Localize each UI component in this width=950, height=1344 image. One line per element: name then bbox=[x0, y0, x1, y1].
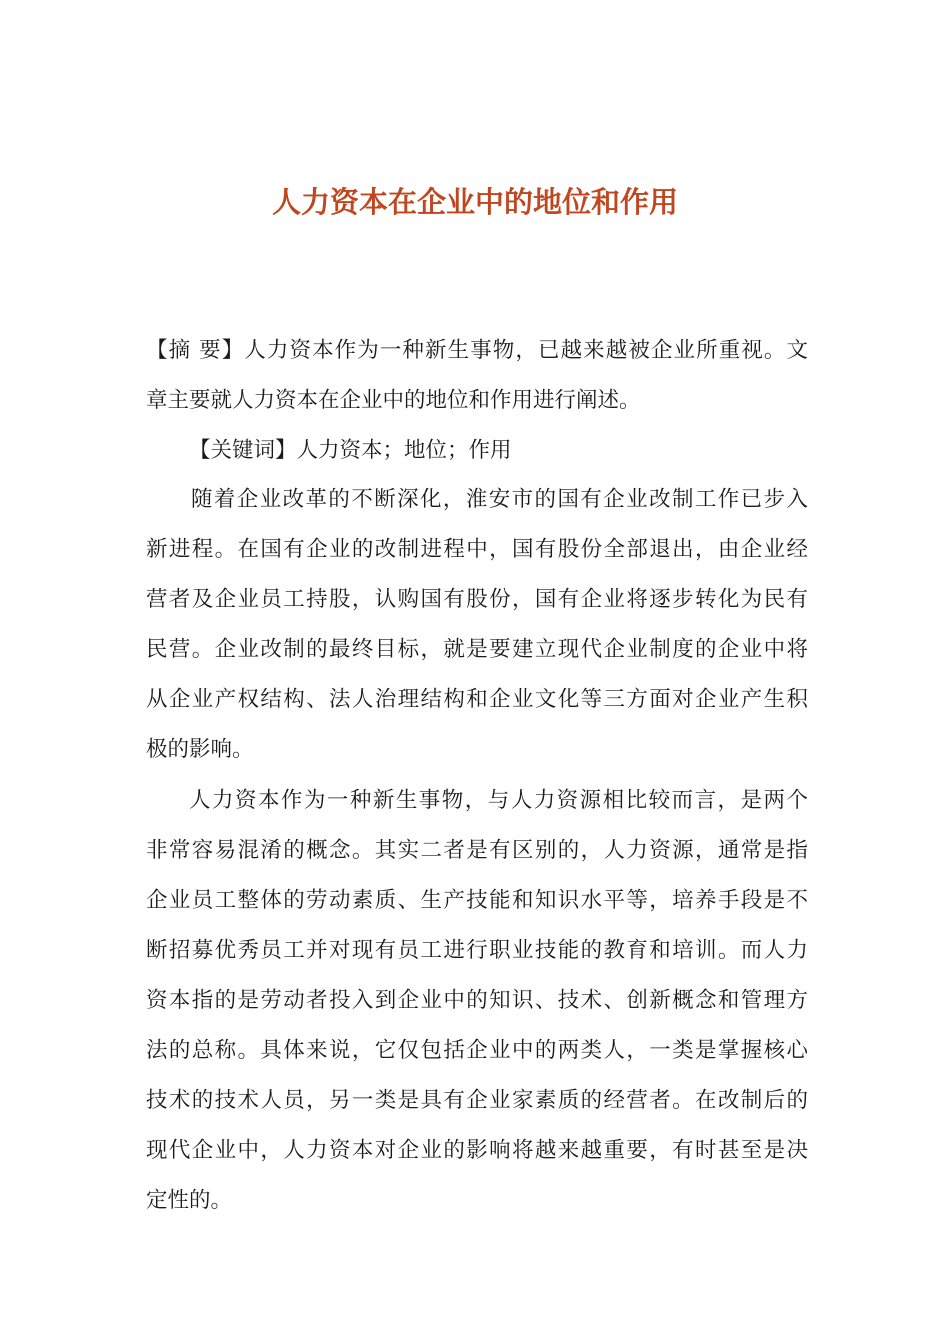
paragraph-line: 极的影响。 bbox=[146, 737, 254, 762]
document-title: 人力资本在企业中的地位和作用 bbox=[271, 185, 678, 219]
paragraph-line: 非常容易混淆的概念。其实二者是有区别的，人力资源，通常是指 bbox=[146, 838, 808, 863]
paragraph-line: 营者及企业员工持股，认购国有股份，国有企业将逐步转化为民有 bbox=[146, 587, 808, 612]
paragraph-line: 资本指的是劳动者投入到企业中的知识、技术、创新概念和管理方 bbox=[146, 988, 808, 1013]
keywords bbox=[146, 426, 808, 476]
paragraph-line: 企业员工整体的劳动素质、生产技能和知识水平等，培养手段是不 bbox=[146, 888, 808, 913]
paragraph-line: 技术的技术人员，另一类是具有企业家素质的经营者。在改制后的 bbox=[146, 1088, 808, 1113]
abstract-line: 章主要就人力资本在企业中的地位和作用进行阐述。 bbox=[146, 388, 641, 413]
paragraph-line: 随着企业改革的不断深化，淮安市的国有企业改制工作已步入 bbox=[191, 487, 808, 512]
paragraph-line: 新进程。在国有企业的改制进程中，国有股份全部退出，由企业经 bbox=[146, 537, 808, 562]
keywords-line: 【关键词】人力资本；地位；作用 bbox=[189, 438, 512, 463]
paragraph-line: 断招募优秀员工并对现有员工进行职业技能的教育和培训。而人力 bbox=[146, 938, 808, 963]
paragraph-line: 法的总称。具体来说，它仅包括企业中的两类人，一类是掌握核心 bbox=[146, 1038, 808, 1063]
paragraph-line: 人力资本作为一种新生事物，与人力资源相比较而言，是两个 bbox=[189, 788, 808, 813]
paragraph-1 bbox=[146, 475, 808, 775]
abstract-line: 【摘 要】人力资本作为一种新生事物，已越来越被企业所重视。文 bbox=[146, 338, 808, 363]
abstract bbox=[146, 326, 808, 426]
paragraph-2 bbox=[146, 776, 808, 1226]
paragraph-line: 定性的。 bbox=[146, 1188, 233, 1213]
paragraph-line: 民营。企业改制的最终目标，就是要建立现代企业制度的企业中将 bbox=[146, 637, 808, 662]
paragraph-line: 从企业产权结构、法人治理结构和企业文化等三方面对企业产生积 bbox=[146, 687, 808, 712]
paragraph-line: 现代企业中，人力资本对企业的影响将越来越重要，有时甚至是决 bbox=[146, 1138, 808, 1163]
